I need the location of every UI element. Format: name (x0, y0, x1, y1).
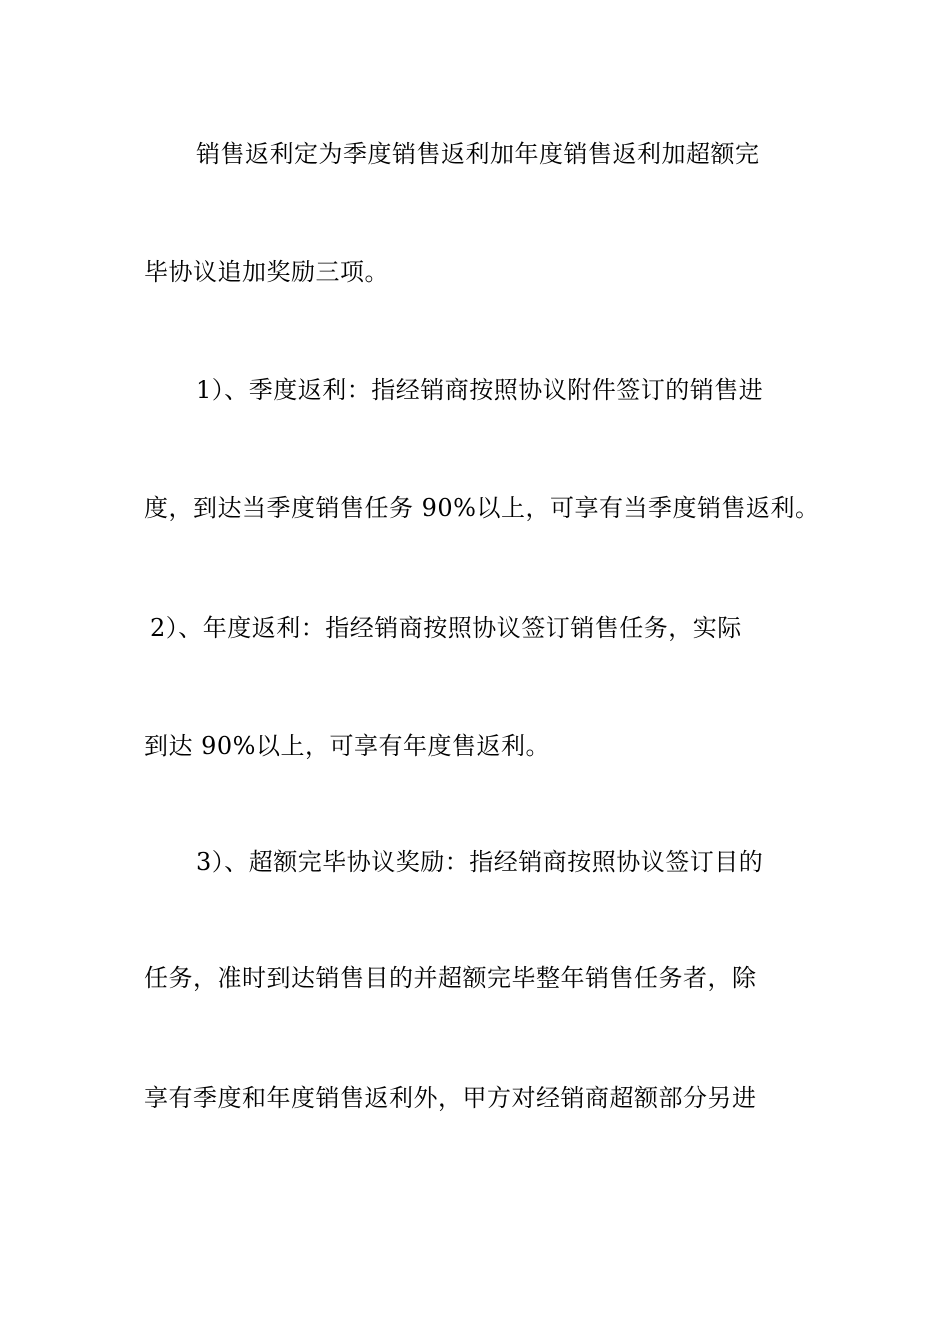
paragraph-4-line-3: 享有季度和年度销售返利外，甲方对经销商超额部分另进 (144, 1084, 757, 1112)
paragraph-4-line-1: 3）、超额完毕协议奖励：指经销商按照协议签订目的 (196, 848, 764, 876)
paragraph-2-line-1: 1）、季度返利：指经销商按照协议附件签订的销售进 (196, 376, 764, 404)
paragraph-3-line-2: 到达 90%以上，可享有年度售返利。 (144, 732, 550, 760)
paragraph-3-line-1: 2）、年度返利：指经销商按照协议签订销售任务，实际 (150, 614, 742, 642)
paragraph-2-line-2: 度，到达当季度销售任务 90%以上，可享有当季度销售返利。 (144, 494, 820, 522)
paragraph-4-line-2: 任务，准时到达销售目的并超额完毕整年销售任务者，除 (144, 964, 757, 992)
paragraph-1-line-2: 毕协议追加奖励三项。 (144, 258, 389, 286)
paragraph-1-line-1: 销售返利定为季度销售返利加年度销售返利加超额完 (196, 140, 760, 168)
